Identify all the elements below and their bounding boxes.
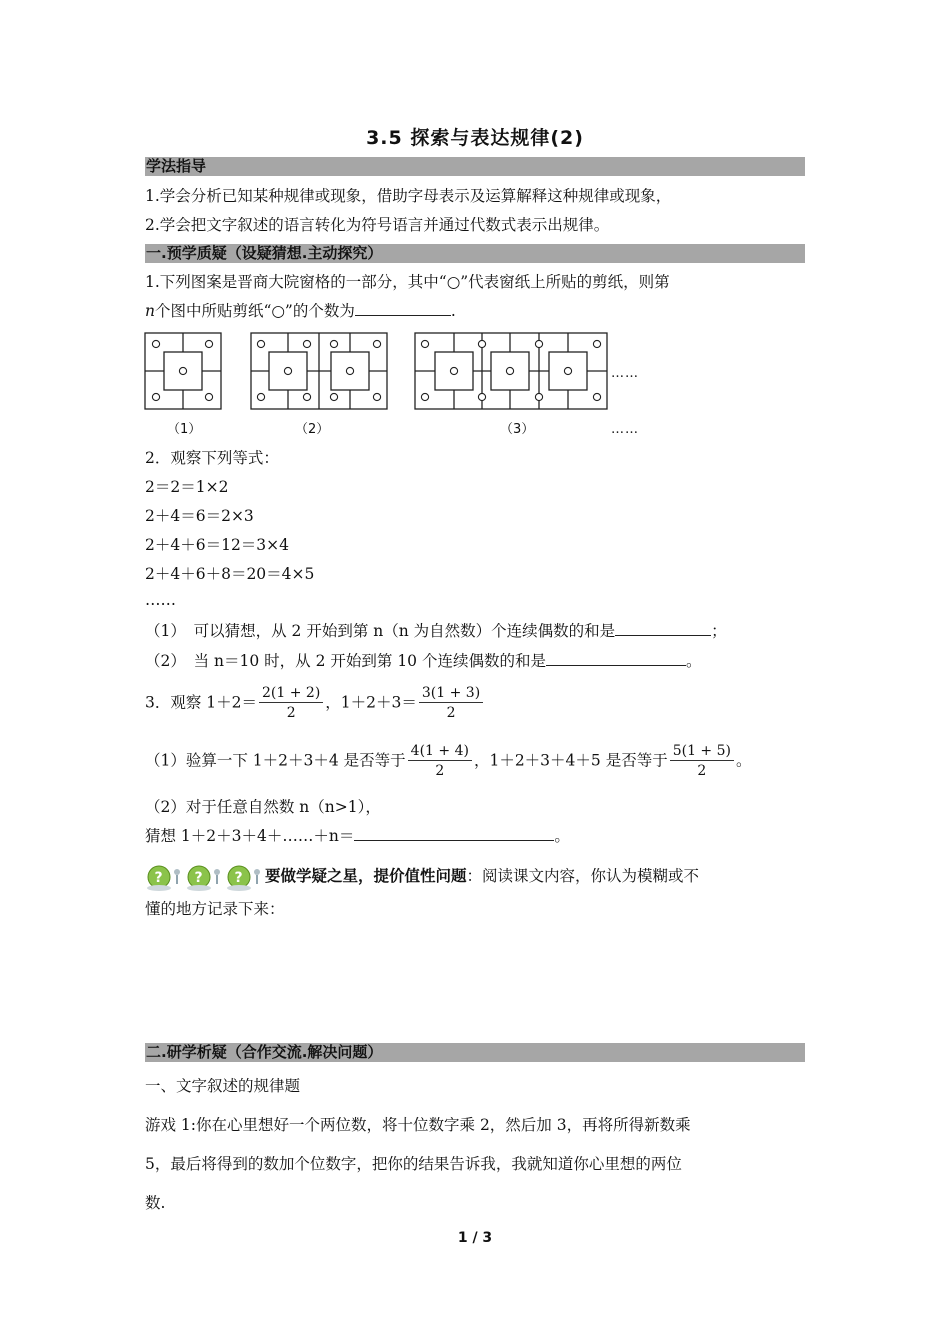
question-mascot-icon — [225, 862, 265, 892]
q3-sub2-blank[interactable] — [354, 826, 554, 841]
fraction-numerator: 3(1 + 3) — [419, 684, 483, 703]
fraction-denominator: 2 — [286, 705, 296, 721]
q1-line2-end: . — [450, 302, 456, 320]
q2-equation-3: 2＋4＋6＝12＝3×4 — [145, 536, 290, 554]
q3-sub2-end: 。 — [554, 827, 570, 845]
q2-ellipsis: …… — [145, 591, 176, 609]
q1-line1: 1.下列图案是晋商大院窗格的一部分，其中“○”代表窗纸上所贴的剪纸，则第 — [145, 273, 670, 291]
q2-equation-4: 2＋4＋6＋8＝20＝4×5 — [145, 565, 315, 583]
page-number: 1 / 3 — [457, 1230, 493, 1246]
star-question-text: ：阅读课文内容，你认为模糊或不 — [466, 867, 700, 885]
q3-intro: 3．观察 1＋2＝ — [145, 693, 258, 712]
q2-sub1 — [145, 620, 727, 642]
q2-sub1-text: （1） 可以猜想，从 2 开始到第 n（n 为自然数）个连续偶数的和是 — [145, 622, 616, 640]
q3-sub2-guess-line — [145, 825, 570, 847]
section-one-heading: 一.预学质疑（设疑猜想.主动探究） — [145, 244, 805, 263]
q3-sub2: （2）对于任意自然数 n（n>1）， — [145, 798, 381, 816]
game-line-1: 游戏 1:你在心里想好一个两位数，将十位数字乘 2，然后加 3，再将所得新数乘 — [145, 1116, 691, 1134]
window-pattern-figures — [145, 333, 645, 413]
fraction-denominator: 2 — [697, 763, 707, 779]
figure-ellipsis-right: …… — [611, 366, 639, 381]
q3-fraction-3 — [408, 742, 472, 781]
q2-equation-1: 2＝2＝1×2 — [145, 478, 229, 496]
guide-item-2: 2.学会把文字叙述的语言转化为符号语言并通过代数式表示出规律。 — [145, 216, 610, 234]
section-two-sub: 一、文字叙述的规律题 — [145, 1077, 301, 1095]
q2-sub2-text: （2） 当 n＝10 时，从 2 开始到第 10 个连续偶数的和是 — [145, 652, 546, 670]
fraction-numerator: 2(1 + 2) — [259, 684, 323, 703]
svg-text:?: ? — [154, 870, 163, 886]
guide-item-1: 1.学会分析已知某种规律或现象，借助字母表示及运算解释这种规律或现象， — [145, 187, 672, 205]
q3-sub1-b: ，1＋2＋3＋4＋5 是否等于 — [473, 751, 668, 770]
q1-var-n: n — [145, 302, 155, 320]
figure-label-2: （2） — [295, 422, 330, 437]
q3-fraction-4 — [670, 742, 734, 781]
figure-ellipsis-bottom: …… — [611, 422, 639, 437]
q3-fraction-1 — [259, 684, 323, 723]
star-question-line — [145, 862, 699, 892]
star-question-line2: 懂的地方记录下来： — [145, 900, 285, 918]
q1-line2 — [145, 300, 456, 322]
q2-sub2-blank[interactable] — [546, 651, 686, 666]
figure-label-3: （3） — [500, 422, 535, 437]
q3-fraction-2 — [419, 684, 483, 723]
q2-sub2 — [145, 650, 701, 672]
star-question-bold: 要做学疑之星，提价值性问题 — [265, 866, 467, 885]
q3-sub1-line — [145, 742, 752, 781]
page-title: 3.5 探索与表达规律(2) — [366, 127, 584, 149]
q2-equation-2: 2＋4＝6＝2×3 — [145, 507, 254, 525]
svg-text:?: ? — [194, 870, 203, 886]
section-guide-heading: 学法指导 — [145, 157, 805, 176]
game-line-2: 5，最后将得到的数加个位数字，把你的结果告诉我，我就知道你心里想的两位 — [145, 1155, 682, 1173]
q2-intro: 2．观察下列等式： — [145, 449, 279, 467]
fraction-denominator: 2 — [435, 763, 445, 779]
q3-sub1-end: 。 — [735, 751, 752, 770]
fraction-numerator: 4(1 + 4) — [408, 742, 472, 761]
section-two-heading: 二.研学析疑（合作交流.解决问题） — [145, 1043, 805, 1062]
question-mascot-icon — [145, 862, 185, 892]
q3-intro-line — [145, 684, 485, 723]
q3-sub2-guess: 猜想 1＋2＋3＋4＋……＋n＝ — [145, 827, 355, 845]
game-line-3: 数. — [145, 1194, 166, 1212]
svg-text:?: ? — [234, 870, 243, 886]
q2-sub1-end: ； — [711, 622, 727, 640]
fraction-numerator: 5(1 + 5) — [670, 742, 734, 761]
q2-sub1-blank[interactable] — [615, 621, 711, 636]
window-figure-2 — [251, 333, 387, 409]
q3-intro-mid: ，1＋2＋3＝ — [325, 693, 417, 712]
fraction-denominator: 2 — [446, 705, 456, 721]
q1-line2-text: 个图中所贴剪纸“○”的个数为 — [154, 302, 355, 320]
figure-label-1: （1） — [167, 422, 202, 437]
question-mascot-icon — [185, 862, 225, 892]
q3-sub1-a: （1）验算一下 1＋2＋3＋4 是否等于 — [145, 751, 406, 770]
q2-sub2-end: 。 — [685, 652, 702, 670]
q1-answer-blank[interactable] — [355, 301, 451, 316]
